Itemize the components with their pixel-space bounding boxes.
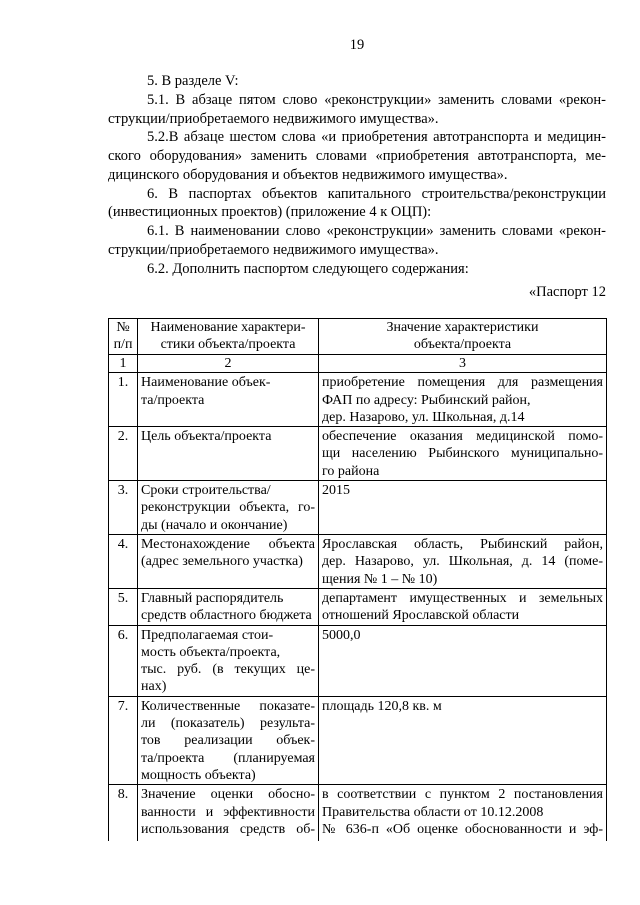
characteristic-name-cell	[138, 588, 319, 625]
cell-line: Наименование объек-	[141, 375, 271, 391]
cell-line: стики объекта/проекта	[160, 337, 296, 353]
text-line: ского оборудования» заменить словами «приобретения автотранспорта, ме-	[108, 148, 606, 164]
cell-line: го района	[322, 463, 380, 479]
text-line: (инвестиционных проектов) (приложение 4 к ОЦП):	[108, 204, 432, 221]
cell-line: п/п	[113, 337, 133, 353]
table-row	[109, 373, 607, 427]
row-number-cell: 5.	[109, 588, 138, 625]
cell-line: та/проекта	[141, 392, 205, 408]
cell-line: Количественные показате-	[141, 698, 315, 714]
characteristic-name-cell	[138, 625, 319, 696]
paragraph-6-1	[108, 222, 606, 260]
passport-heading: «Паспорт 12	[528, 284, 606, 300]
cell-line: 5000,0	[322, 627, 361, 643]
text-line: 5.1. В абзаце пятом слово «реконструкции» заменить словами «рекон-	[147, 91, 606, 108]
column-number-cell: 1	[109, 355, 138, 373]
text-line: струкции/приобретаемого недвижимого имущества».	[108, 110, 439, 127]
characteristic-name-cell	[138, 696, 319, 784]
page-number: 19	[349, 37, 365, 53]
cell-line: мощность объекта)	[141, 767, 256, 783]
row-number-cell: 4.	[109, 534, 138, 588]
row-number-cell: 8.	[109, 785, 138, 841]
cell-line: Значение характеристики	[386, 320, 539, 335]
text-line: дицинского оборудования и объектов недвижимого имущества».	[108, 166, 508, 183]
cell-line: ды (начало и окончание)	[141, 517, 288, 533]
table-row	[109, 785, 607, 841]
cell-line: Правительства области от 10.12.2008	[322, 804, 544, 820]
cell-line: нах)	[141, 679, 167, 695]
characteristic-name-cell	[138, 534, 319, 588]
cell-line: площадь 120,8 кв. м	[322, 698, 442, 714]
cell-line: Главный распорядитель	[141, 590, 284, 606]
characteristic-name-cell	[138, 785, 319, 841]
characteristic-value-cell	[319, 481, 607, 535]
cell-line: Значение оценки обосно-	[141, 787, 315, 803]
cell-line: объекта/проекта	[413, 337, 512, 353]
cell-line: Местонахождение объекта	[141, 536, 315, 552]
cell-line: (адрес земельного участка)	[141, 554, 303, 570]
paragraph-6-2	[108, 260, 606, 279]
cell-line: Цель объекта/проекта	[141, 429, 272, 445]
paragraph-5-2	[108, 128, 606, 184]
column-number-row	[109, 355, 607, 373]
cell-line: в соответствии с пунктом 2 постановления	[322, 787, 603, 803]
characteristic-name-cell	[138, 481, 319, 535]
characteristic-value-cell	[319, 785, 607, 841]
table-row	[109, 427, 607, 481]
cell-line: обеспечение оказания медицинской помо-	[322, 429, 603, 445]
cell-line: та/проекта (планируемая	[141, 750, 315, 766]
characteristic-value-cell	[319, 625, 607, 696]
text-line: 6. В паспортах объектов капитального строительства/реконструкции	[147, 185, 606, 202]
table-row	[109, 696, 607, 784]
characteristic-name-cell	[138, 427, 319, 481]
cell-line: щи населению Рыбинского муниципально-	[322, 446, 603, 462]
text-line: 6.2. Дополнить паспортом следующего содержания:	[147, 260, 469, 277]
header-name-cell	[138, 319, 319, 355]
cell-line: тыс. руб. (в текущих це-	[141, 662, 315, 678]
cell-line: департамент имущественных и земельных	[322, 590, 603, 606]
cell-line: отношений Ярославской области	[322, 608, 520, 624]
characteristic-value-cell	[319, 696, 607, 784]
characteristic-name-cell	[138, 373, 319, 427]
column-number-cell: 2	[138, 355, 319, 373]
characteristic-value-cell	[319, 588, 607, 625]
cell-line: Предполагаемая стои-	[141, 627, 274, 643]
amendments-text	[108, 72, 606, 278]
passport-table	[108, 318, 607, 841]
cell-line: Ярославская область, Рыбинский район,	[322, 536, 603, 552]
cell-line: № 636-п «Об оценке обоснованности и эф-	[322, 821, 603, 837]
row-number-cell: 6.	[109, 625, 138, 696]
row-number-cell: 3.	[109, 481, 138, 535]
table-row	[109, 625, 607, 696]
cell-line: мость объекта/проекта,	[141, 644, 281, 660]
table-header-row	[109, 319, 607, 355]
row-number-cell: 1.	[109, 373, 138, 427]
characteristic-value-cell	[319, 534, 607, 588]
cell-line: приобретение помещения для размещения	[322, 375, 603, 391]
text-line: струкции/приобретаемого недвижимого имущества».	[108, 241, 439, 258]
cell-line: 2015	[322, 483, 350, 499]
text-line: 6.1. В наименовании слово «реконструкции» заменить словами «рекон-	[147, 223, 606, 239]
text-line: 5. В разделе V:	[147, 73, 239, 89]
text-line: 5.2.В абзаце шестом слова «и приобретения автотранспорта и медицин-	[147, 129, 606, 146]
row-number-cell: 7.	[109, 696, 138, 784]
cell-line: дер. Назарово, ул. Школьная, д.14	[322, 409, 525, 425]
cell-line: №	[116, 320, 130, 335]
cell-line: ФАП по адресу: Рыбинский район,	[322, 392, 531, 408]
cell-line: Сроки строительства/	[141, 483, 271, 499]
cell-line: щения № 1 – № 10)	[322, 571, 438, 587]
cell-line: использования средств об-	[141, 821, 315, 837]
cell-line: ванности и эффективности	[141, 804, 315, 820]
column-number-cell: 3	[319, 355, 607, 373]
paragraph-5-1	[108, 91, 606, 129]
paragraph-6	[108, 185, 606, 223]
table-row	[109, 481, 607, 535]
header-value-cell	[319, 319, 607, 355]
cell-line: дер. Назарово, ул. Школьная, д. 14 (поме-	[322, 554, 603, 570]
characteristic-value-cell	[319, 427, 607, 481]
row-number-cell: 2.	[109, 427, 138, 481]
paragraph-5	[108, 72, 606, 91]
cell-line: реконструкции объекта, го-	[141, 500, 315, 516]
cell-line: средств областного бюджета	[141, 608, 312, 624]
cell-line: ли (показатель) результа-	[141, 716, 315, 732]
cell-line: Наименование характери-	[150, 320, 306, 335]
characteristic-value-cell	[319, 373, 607, 427]
table-row	[109, 588, 607, 625]
header-number-cell	[109, 319, 138, 355]
table-row	[109, 534, 607, 588]
cell-line: тов реализации объек-	[141, 733, 315, 749]
